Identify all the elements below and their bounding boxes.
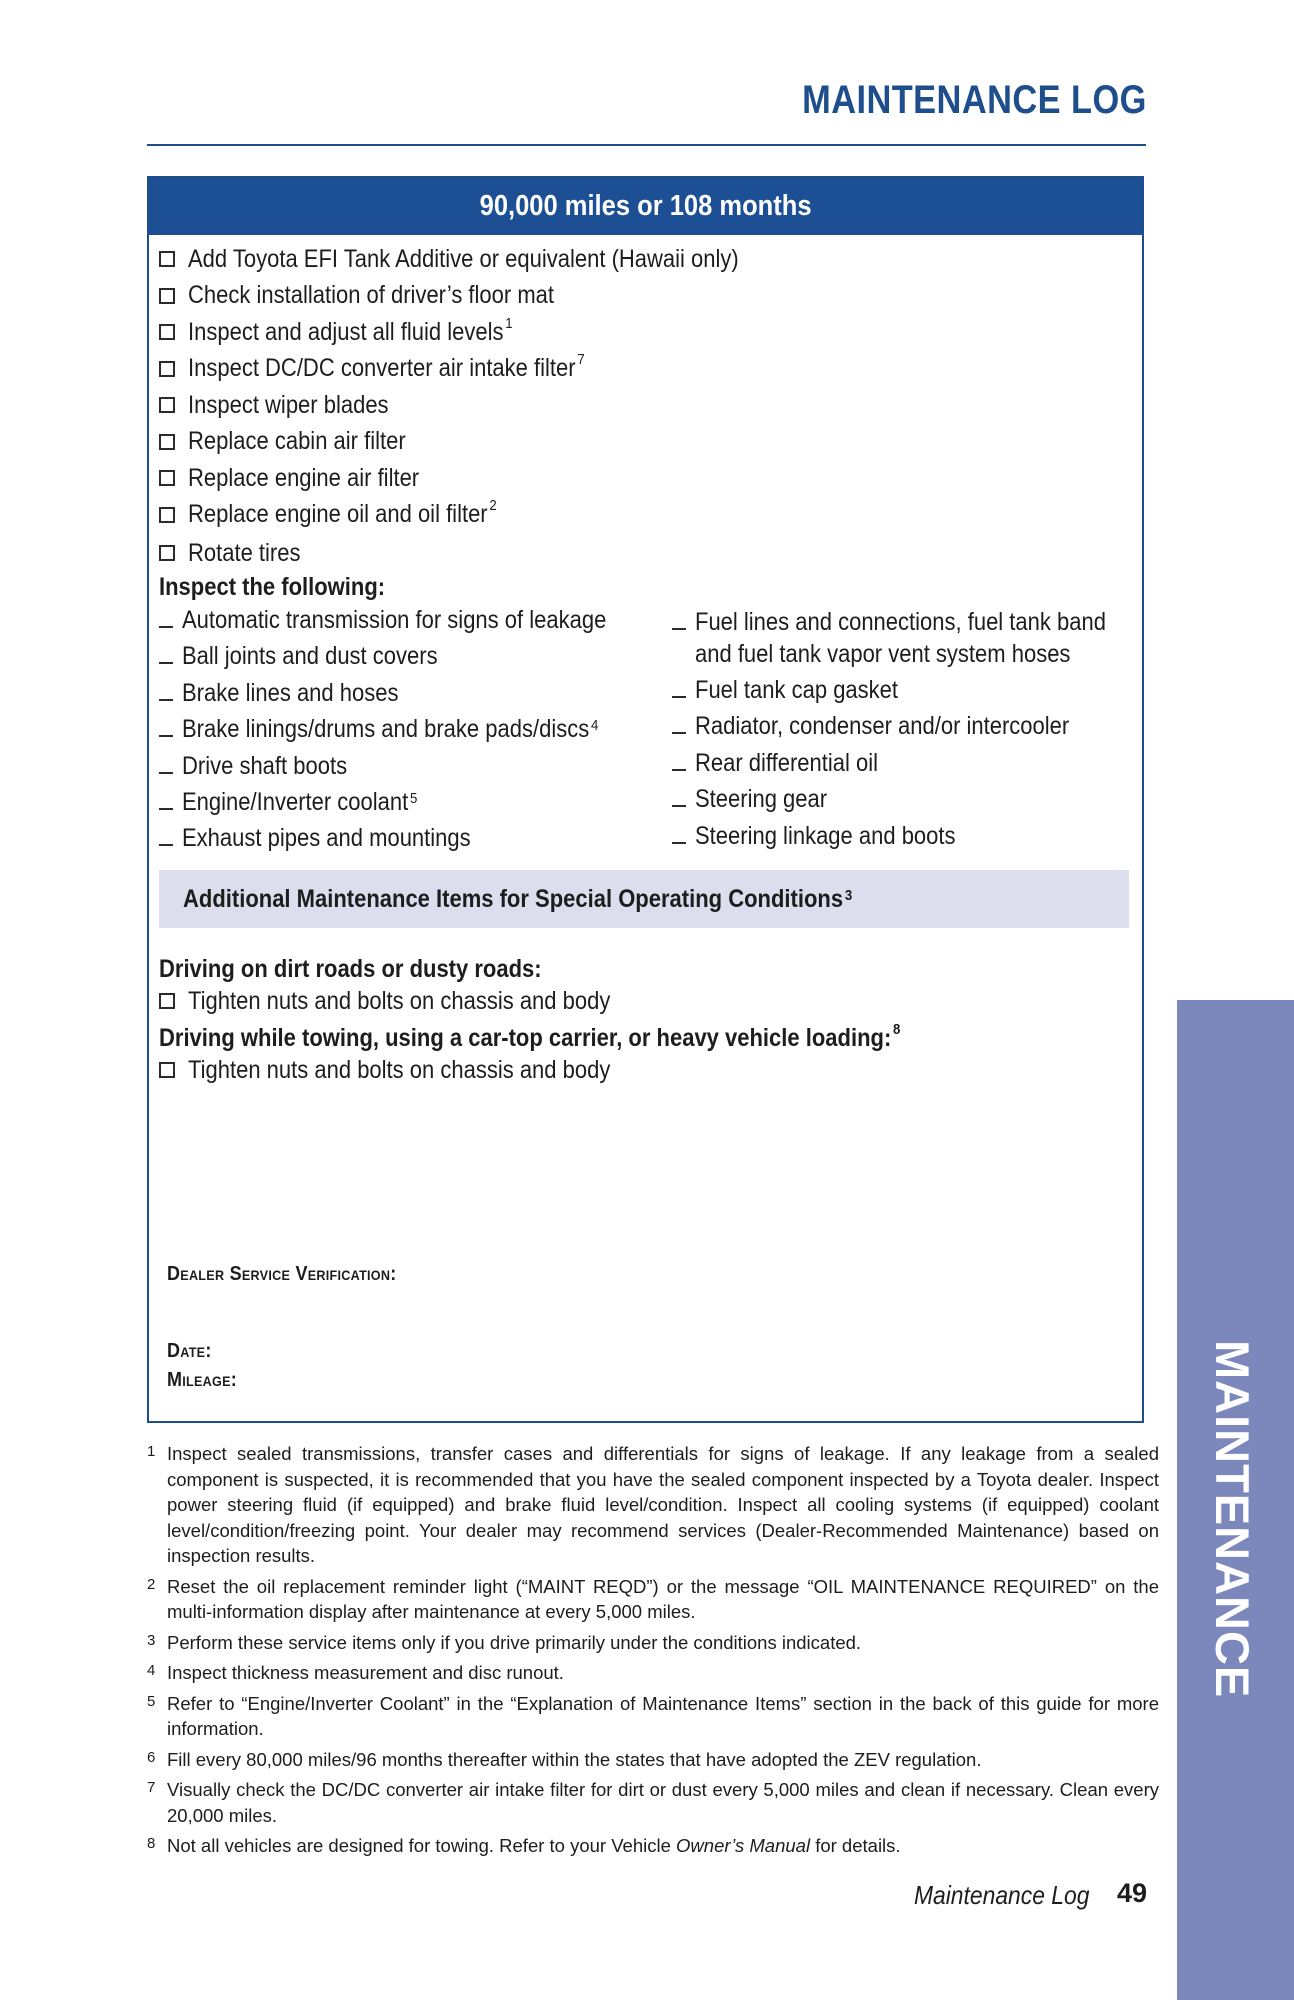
checklist-item-text: Inspect and adjust all fluid levels: [188, 317, 504, 346]
checkbox[interactable]: [159, 470, 175, 486]
inspect-item: [159, 713, 664, 749]
inspect-heading: [159, 573, 416, 602]
checklist-item: [159, 497, 814, 534]
checkbox[interactable]: [159, 251, 175, 267]
footnote-text: Perform these service items only if you drive primarily under the conditions indicated.: [167, 1631, 862, 1653]
checklist-item: [159, 351, 814, 388]
checklist-item: [159, 424, 814, 461]
inspect-item: [672, 783, 1162, 819]
footnote-text: [167, 1833, 1159, 1859]
checkbox[interactable]: [159, 361, 175, 377]
inspect-item: [672, 606, 1162, 674]
blank-line[interactable]: [159, 640, 173, 664]
footnote: [147, 1441, 1159, 1569]
blank-line[interactable]: [672, 674, 686, 698]
blank-line[interactable]: [159, 604, 173, 628]
checkbox[interactable]: [159, 1062, 175, 1078]
checklist-item: [159, 460, 814, 497]
checklist-item: [159, 278, 814, 315]
footnote-ref: 4: [590, 717, 599, 735]
footnote-ref: 8: [893, 1021, 901, 1038]
inspect-list-right: [672, 606, 1162, 856]
footnotes: [147, 1441, 1159, 1864]
inspect-item-line1: Fuel lines and connections, fuel tank band: [695, 608, 1106, 636]
checklist-item-label: Inspect wiper blades: [188, 390, 389, 419]
checklist-item-label: Tighten nuts and bolts on chassis and body: [188, 986, 611, 1015]
inspect-item: [159, 822, 664, 858]
footnote-text: Inspect thickness measurement and disc runout.: [167, 1662, 564, 1683]
inspect-item: [672, 710, 1162, 746]
inspect-item: [672, 820, 1162, 856]
footnote-number: 2: [147, 1575, 156, 1593]
date-label: Date:: [167, 1340, 212, 1362]
special-conditions-heading: [183, 870, 852, 928]
maintenance-log-box: [147, 176, 1144, 1423]
inspect-item-label: Brake lines and hoses: [182, 678, 399, 707]
condition-heading-label: Driving while towing, using a car-top carrier, or heavy vehicle loading:: [159, 1024, 892, 1052]
checklist-item: [159, 314, 814, 351]
inspect-item-label: Steering gear: [695, 785, 828, 814]
footnote-text: Visually check the DC/DC converter air intake filter for dirt or dust every 5,000 miles and clean if necessary. Clean every 20,000 miles.: [167, 1779, 1159, 1826]
footer-section-label: Maintenance Log: [913, 1880, 1089, 1910]
inspect-item-label: Steering linkage and boots: [695, 821, 956, 850]
inspect-item-label: Radiator, condenser and/or intercooler: [695, 712, 1070, 741]
inspect-item-label: [695, 606, 1106, 670]
checklist-item-label: Replace engine air filter: [188, 463, 420, 492]
footnote-text: Reset the oil replacement reminder light (“MAINT REQD”) or the message “OIL MAINTENANCE REQUIRED” on the multi-information display after maintenance at every 5,000 miles.: [167, 1575, 1159, 1622]
inspect-item-label: Exhaust pipes and mountings: [182, 824, 471, 853]
condition-item: [159, 983, 668, 1020]
footnote-number: 8: [147, 1835, 156, 1852]
title-divider: [147, 144, 1146, 146]
page-title: MAINTENANCE LOG: [802, 78, 1147, 122]
inspect-item-label: Automatic transmission for signs of leakage: [182, 606, 607, 634]
footnote: [147, 1691, 1159, 1742]
blank-line[interactable]: [159, 677, 173, 701]
inspect-item: [159, 640, 664, 676]
footnote-text-tail: for details.: [810, 1835, 901, 1856]
checklist-item-label: [188, 497, 497, 529]
footnote-ref: 2: [489, 497, 497, 515]
checklist-item-label: [188, 351, 585, 383]
special-conditions-text: Additional Maintenance Items for Special Operating Conditions: [183, 885, 844, 913]
footnote-number: 7: [147, 1779, 156, 1796]
blank-line[interactable]: [159, 822, 173, 846]
checklist-item-label: [188, 314, 513, 347]
footnote: [147, 1630, 1159, 1656]
footnote-number: 1: [147, 1443, 156, 1460]
inspect-item: [159, 604, 664, 640]
mileage-label: Mileage:: [167, 1369, 238, 1391]
checkbox[interactable]: [159, 545, 175, 561]
mileage-field[interactable]: [167, 1369, 245, 1392]
checkbox[interactable]: [159, 288, 175, 304]
footnote: [147, 1777, 1159, 1828]
service-checklist: [159, 241, 814, 573]
condition-heading: [159, 955, 594, 984]
checkbox[interactable]: [159, 993, 175, 1009]
condition-heading: [159, 1021, 1002, 1053]
blank-line[interactable]: [159, 750, 173, 774]
dealer-verification-label: Dealer Service Verification:: [167, 1263, 397, 1285]
footnote-ref: 1: [505, 314, 513, 332]
side-tab-label: MAINTENANCE: [1206, 1340, 1259, 1699]
condition-heading-text: Driving on dirt roads or dusty roads:: [159, 955, 542, 983]
checklist-item: [159, 241, 814, 278]
checkbox[interactable]: [159, 507, 175, 523]
footnote-number: 4: [147, 1662, 156, 1679]
inspect-item: [159, 677, 664, 713]
inspect-list-left: [159, 604, 664, 859]
footnote-text: Fill every 80,000 miles/96 months thereafter within the states that have adopted the ZEV regulation.: [167, 1748, 982, 1770]
checklist-item: [159, 1052, 668, 1089]
checklist-item-label: Rotate tires: [188, 538, 301, 567]
checklist-item-label: Check installation of driver’s floor mat: [188, 281, 555, 310]
footnote-number: 5: [147, 1692, 156, 1710]
footnote: [147, 1574, 1159, 1625]
checklist-item-label: Replace cabin air filter: [188, 427, 406, 456]
inspect-item-label: Rear differential oil: [695, 748, 879, 777]
special-conditions-band: [159, 870, 1129, 928]
inspect-item-text: Brake linings/drums and brake pads/discs: [182, 715, 590, 744]
condition-heading-text: [159, 1021, 901, 1053]
checklist-item-text: Replace engine oil and oil filter: [188, 500, 488, 529]
checkbox[interactable]: [159, 434, 175, 450]
owners-manual-title: Owner’s Manual: [676, 1835, 811, 1856]
blank-line[interactable]: [672, 820, 686, 844]
blank-line[interactable]: [672, 710, 686, 734]
footnote-text: Inspect sealed transmissions, transfer cases and differentials for signs of leakage. If any leakage from a sealed component is suspected, it is recommended that you have the sealed component inspected by a Toyota dealer. Inspect power steering fluid (if equipped) and brake fluid level/condition. Inspect all cooling systems (if equipped) coolant level/condition/freezing point. Your dealer may recommend services (Dealer-Recommended Maintenance) based on inspection results.: [167, 1443, 1159, 1566]
checklist-item: [159, 387, 814, 424]
inspect-item: [672, 674, 1162, 710]
checklist-item-label: Tighten nuts and bolts on chassis and body: [188, 1055, 611, 1084]
page-number: 49: [1116, 1878, 1147, 1908]
blank-line[interactable]: [159, 713, 173, 737]
inspect-heading-text: Inspect the following:: [159, 573, 386, 601]
footnote: [147, 1833, 1159, 1859]
footnote: [147, 1660, 1159, 1686]
interval-title: 90,000 miles or 108 months: [479, 190, 812, 222]
inspect-item-label: Drive shaft boots: [182, 751, 348, 780]
footnote-ref: 7: [577, 351, 585, 369]
inspect-item-label: [182, 713, 598, 745]
condition-item: [159, 1052, 668, 1089]
checklist-item: [159, 983, 668, 1020]
inspect-item: [159, 750, 664, 786]
checkbox[interactable]: [159, 324, 175, 340]
blank-line[interactable]: [159, 786, 173, 810]
checklist-item-text: Inspect DC/DC converter air intake filter: [188, 354, 576, 383]
checkbox[interactable]: [159, 397, 175, 413]
checklist-item: [159, 533, 814, 573]
inspect-item-label: Ball joints and dust covers: [182, 642, 438, 671]
inspect-item: [159, 786, 664, 822]
inspect-item-label: [182, 786, 417, 818]
footnote-text-lead: Not all vehicles are designed for towing. Refer to your Vehicle: [167, 1835, 677, 1856]
footnote-number: 3: [147, 1631, 156, 1649]
date-field[interactable]: [167, 1340, 217, 1363]
inspect-item-text: Engine/Inverter coolant: [182, 787, 409, 816]
dealer-service-verification: [167, 1263, 422, 1286]
interval-header: [149, 178, 1142, 235]
inspect-item-label: Fuel tank cap gasket: [695, 676, 899, 704]
blank-line[interactable]: [672, 783, 686, 807]
blank-line[interactable]: [672, 606, 686, 630]
checklist-item-label: Add Toyota EFI Tank Additive or equivalent (Hawaii only): [188, 244, 739, 273]
footnote-text: Refer to “Engine/Inverter Coolant” in the “Explanation of Maintenance Items” section in the back of this guide for more information.: [167, 1692, 1159, 1739]
blank-line[interactable]: [672, 747, 686, 771]
footnote-ref: 3: [844, 887, 853, 904]
inspect-item-line2: and fuel tank vapor vent system hoses: [695, 640, 1071, 668]
footnote: [147, 1747, 1159, 1773]
footnote-ref: 5: [410, 789, 418, 807]
footnote-number: 6: [147, 1748, 156, 1766]
inspect-item: [672, 747, 1162, 783]
